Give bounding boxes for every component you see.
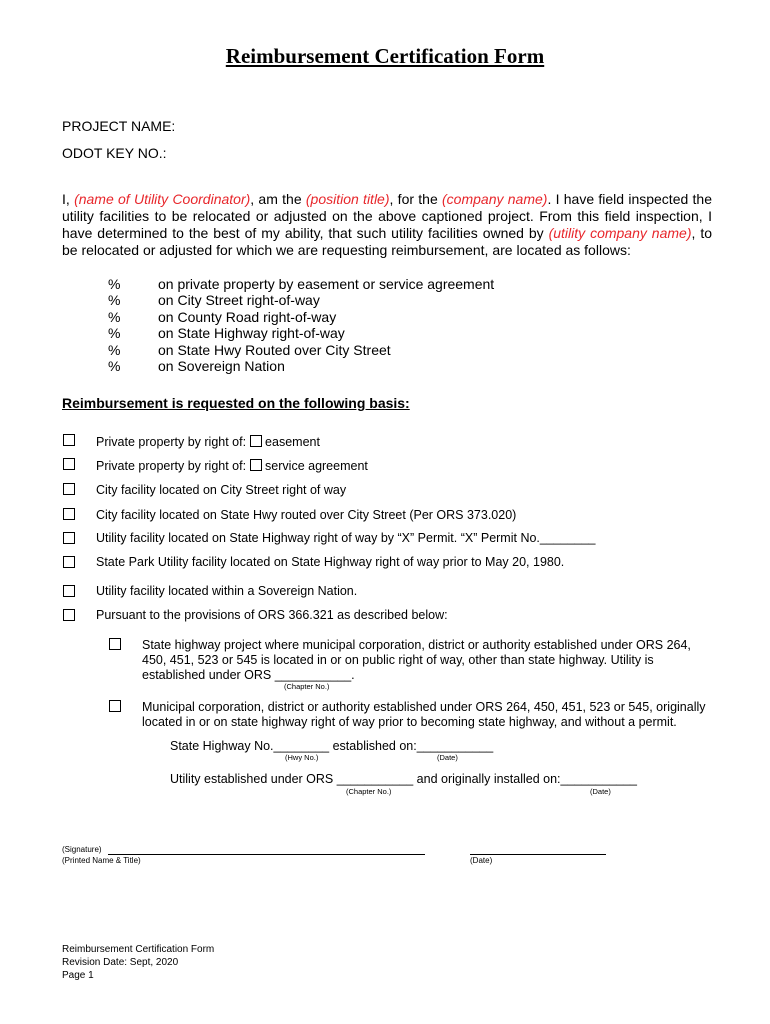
- signature-line[interactable]: [108, 854, 425, 855]
- intro-text: , for the: [389, 191, 443, 207]
- basis-heading: Reimbursement is requested on the following basis:: [62, 395, 410, 411]
- private-easement-label: Private property by right of: easement: [96, 435, 320, 449]
- percent-field[interactable]: %: [108, 342, 121, 358]
- footer-revision-date: Revision Date: Sept, 2020: [62, 957, 179, 968]
- project-name-label: PROJECT NAME:: [62, 118, 176, 134]
- date-caption-2: (Date): [590, 787, 611, 796]
- easement-checkbox[interactable]: [250, 435, 262, 447]
- form-title: Reimbursement Certification Form: [225, 44, 545, 68]
- percent-field[interactable]: %: [108, 358, 121, 374]
- chapter-no-caption-2: (Chapter No.): [346, 787, 392, 796]
- date-line[interactable]: [470, 854, 606, 855]
- private-easement-checkbox[interactable]: [63, 434, 75, 446]
- highway-number-line[interactable]: State Highway No.________ established on:___________: [170, 739, 494, 753]
- percent-field[interactable]: %: [108, 276, 121, 292]
- location-item: on State Highway right-of-way: [158, 325, 345, 341]
- private-service-label: Private property by right of: service agreement: [96, 459, 368, 473]
- location-item: on Sovereign Nation: [158, 358, 285, 374]
- pursuant-checkbox[interactable]: [63, 609, 75, 621]
- service-agreement-checkbox[interactable]: [250, 459, 262, 471]
- private-service-checkbox[interactable]: [63, 458, 75, 470]
- utility-company-placeholder[interactable]: (utility company name): [548, 225, 692, 241]
- printed-name-label: (Printed Name & Title): [62, 856, 141, 865]
- date-caption: (Date): [437, 753, 458, 762]
- footer-page-number: Page 1: [62, 970, 94, 981]
- sovereign-checkbox[interactable]: [63, 585, 75, 597]
- percent-field[interactable]: %: [108, 325, 121, 341]
- city-facility-label: City facility located on City Street right of way: [96, 483, 347, 497]
- percent-field[interactable]: %: [108, 309, 121, 325]
- ors-installed-line[interactable]: Utility established under ORS ___________ and originally installed on:___________: [170, 772, 637, 786]
- city-on-state-checkbox[interactable]: [63, 508, 75, 520]
- hwy-no-caption: (Hwy No.): [285, 753, 319, 762]
- signature-label: (Signature): [62, 845, 102, 854]
- position-placeholder[interactable]: (position title): [305, 191, 390, 207]
- pursuant-label: Pursuant to the provisions of ORS 366.321 as described below:: [96, 608, 448, 622]
- footer-form-name: Reimbursement Certification Form: [62, 944, 215, 955]
- city-on-state-label: City facility located on State Hwy routed over City Street (Per ORS 373.020): [96, 508, 517, 522]
- chapter-no-caption: (Chapter No.): [284, 682, 330, 691]
- state-park-checkbox[interactable]: [63, 556, 75, 568]
- location-item: on County Road right-of-way: [158, 309, 337, 325]
- city-facility-checkbox[interactable]: [63, 483, 75, 495]
- signature-date-label: (Date): [470, 856, 493, 865]
- intro-text: I,: [62, 191, 75, 207]
- ors-sub-a-checkbox[interactable]: [109, 638, 121, 650]
- company-placeholder[interactable]: (company name): [442, 191, 548, 207]
- ors-sub-b-text: Municipal corporation, district or authority established under ORS 264, 450, 451, 523 or 545, originally located in or on state highway right of way prior to becoming state highway, and without a permit.: [142, 700, 706, 729]
- intro-text: . I have field inspected the utility facilities to be relocated or adjusted on the above captioned project. From this field inspection, I have determined to the best of my ability, that such utility facilities owned by: [62, 191, 712, 241]
- percent-field[interactable]: %: [108, 292, 121, 308]
- location-item: on State Hwy Routed over City Street: [158, 342, 391, 358]
- location-item: on private property by easement or service agreement: [158, 276, 495, 292]
- sovereign-label: Utility facility located within a Sovereign Nation.: [96, 584, 358, 598]
- x-permit-checkbox[interactable]: [63, 532, 75, 544]
- coordinator-placeholder[interactable]: (name of Utility Coordinator): [74, 191, 251, 207]
- ors-sub-a-text: State highway project where municipal corporation, district or authority established under ORS 264, 450, 451, 523 or 545 is located in or on public right of way, other than state highway. Utility is established under ORS ___________.: [142, 638, 691, 682]
- location-item: on City Street right-of-way: [158, 292, 320, 308]
- intro-text: , to be relocated or adjusted for which we are requesting reimbursement, are located as follows:: [62, 225, 712, 258]
- odot-key-label: ODOT KEY NO.:: [62, 145, 167, 161]
- intro-text: , am the: [250, 191, 306, 207]
- state-park-label: State Park Utility facility located on State Highway right of way prior to May 20, 1980.: [96, 555, 565, 569]
- x-permit-label: Utility facility located on State Highway right of way by “X” Permit. “X” Permit No.________: [96, 531, 596, 545]
- certification-paragraph: [62, 191, 712, 259]
- ors-sub-b-checkbox[interactable]: [109, 700, 121, 712]
